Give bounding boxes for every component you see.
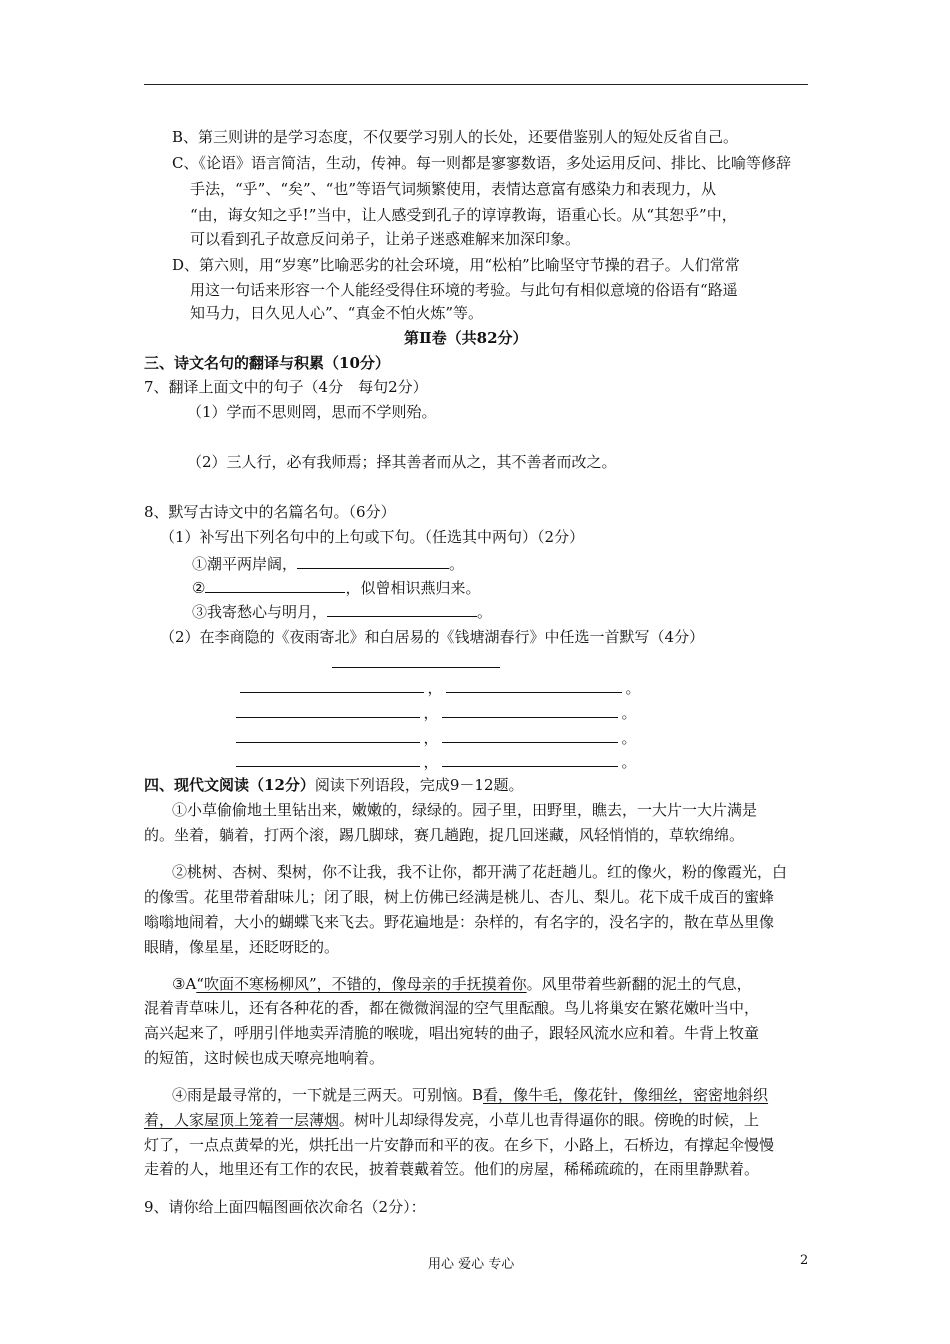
paragraph-line: 着，人家屋顶上笼着一层薄烟。树叶儿却绿得发亮，小草儿也青得逼你的眼。傍晚的时候，上 [144,1111,760,1129]
paragraph-line: 混着青草味儿，还有各种花的香，都在微微润湿的空气里酝酿。鸟儿将巢安在繁花嫩叶当中， [144,999,760,1017]
answer-blank[interactable] [442,703,618,718]
footer-motto: 用心 爱心 专心 [428,1257,515,1272]
q8-1b: ② ，似曾相识燕归来。 [192,579,481,597]
answer-blank[interactable] [236,703,420,718]
poem-line: ， 。 [240,678,644,698]
paragraph-line: 的短笛，这时候也成天嘹亮地响着。 [144,1049,385,1067]
q7: 7、翻译上面文中的句子（4分 每句2分） [144,378,428,396]
section4-heading: 四、现代文阅读（12分） [144,776,315,794]
answer-blank[interactable] [446,678,622,693]
q8-2: （2）在李商隐的《夜雨寄北》和白居易的《钱塘湖春行》中任选一首默写（4分） [160,628,705,646]
paragraph-line: 的像雪。花里带着甜味儿；闭了眼，树上仿佛已经满是桃儿、杏儿、梨儿。花下成千成百的蜜蜂 [144,888,775,906]
answer-blank[interactable] [205,578,345,593]
underlined-sentence-a: “吹面不寒杨柳风”，不错的，像母亲的手抚摸着你 [196,975,527,993]
paragraph-line: 高兴起来了，呼朋引伴地卖弄清脆的喉咙，唱出宛转的曲子，跟轻风流水应和着。牛背上牧童 [144,1024,760,1042]
section4-intro: 阅读下列语段，完成9－12题。 [314,776,524,794]
poem-line: ， 。 [236,703,640,723]
answer-blank[interactable] [442,752,618,767]
answer-blank[interactable] [240,678,424,693]
section4-heading-line [144,775,524,795]
header-rule [144,84,808,85]
choice-b: B、第三则讲的是学习态度，不仅要学习别人的长处，还要借鉴别人的短处反省自己。 [172,128,739,146]
paragraph-line: 灯了，一点点黄晕的光，烘托出一片安静而和平的夜。在乡下，小路上，石桥边，有撑起伞慢慢 [144,1136,775,1154]
poem-title-blank[interactable] [332,653,500,668]
poem-line: ， 。 [236,752,640,772]
paragraph-line: 嗡嗡地闹着，大小的蝴蝶飞来飞去。野花遍地是：杂样的，有名字的，没名字的，散在草丛里像 [144,913,775,931]
answer-blank[interactable] [327,602,477,617]
underlined-sentence-b-cont: 着，人家屋顶上笼着一层薄烟 [144,1111,340,1129]
q9: 9、请你给上面四幅图画依次命名（2分）： [144,1198,426,1216]
answer-blank[interactable] [442,728,618,743]
section3-heading: 三、诗文名句的翻译与积累（10分） [144,354,390,372]
q7-1: （1）学而不思则罔，思而不学则殆。 [187,403,437,421]
choice-c-line: C、《论语》语言简洁，生动，传神。每一则都是寥寥数语，多处运用反问、排比、比喻等修辞 [172,154,791,172]
q8-1: （1）补写出下列名句中的上句或下句。（任选其中两句）（2分） [160,528,585,546]
paragraph-line: ②桃树、杏树、梨树，你不让我，我不让你，都开满了花赶趟儿。红的像火，粉的像霞光，白 [172,863,788,881]
paragraph-line: 眼睛，像星星，还眨呀眨的。 [144,938,340,956]
answer-blank[interactable] [236,752,420,767]
choice-c-line: 可以看到孔子故意反问弟子，让弟子迷惑难解来加深印象。 [190,230,581,248]
q7-2: （2）三人行，必有我师焉；择其善者而从之，其不善者而改之。 [187,453,617,471]
poem-line: ， 。 [236,728,640,748]
answer-blank[interactable] [236,728,420,743]
q8: 8、默写古诗文中的名篇名句。（6分） [144,503,396,521]
volume-title: 第Ⅱ卷（共82分） [404,329,528,347]
answer-blank[interactable] [297,554,449,569]
q8-1a: ①潮平两岸阔， 。 [192,555,465,573]
paragraph-line: ③A“吹面不寒杨柳风”，不错的，像母亲的手抚摸着你。风里带着些新翻的泥土的气息， [172,975,752,993]
choice-d-line: D、第六则，用“岁寒”比喻恶劣的社会环境，用“松柏”比喻坚守节操的君子。人们常常 [172,256,740,274]
choice-c-line: “由，诲女知之乎!”当中，让人感受到孔子的谆谆教诲，语重心长。从“其恕乎”中， [190,206,737,224]
paragraph-line: ①小草偷偷地土里钻出来，嫩嫩的，绿绿的。园子里，田野里，瞧去，一大片一大片满是 [172,801,758,819]
paragraph-line: 的。坐着，躺着，打两个滚，踢几脚球，赛几趟跑，捉几回迷藏，风轻悄悄的，草软绵绵。 [144,826,745,844]
choice-d-line: 知马力，日久见人心”、“真金不怕火炼”等。 [190,304,484,322]
page-number: 2 [800,1253,809,1268]
choice-c-line: 手法，“乎”、“矣”、“也”等语气词频繁使用，表情达意富有感染力和表现力，从 [190,180,717,198]
underlined-sentence-b: 看，像牛毛，像花针，像细丝，密密地斜织 [483,1086,769,1104]
paragraph-line: 走着的人，地里还有工作的农民，披着蓑戴着笠。他们的房屋，稀稀疏疏的，在雨里静默着。 [144,1160,760,1178]
paragraph-line: ④雨是最寻常的，一下就是三两天。可别恼。B看，像牛毛，像花针，像细丝，密密地斜织 [172,1086,769,1104]
choice-d-line: 用这一句话来形容一个人能经受得住环境的考验。与此句有相似意境的俗语有“路遥 [190,281,738,299]
q8-1c: ③我寄愁心与明月， 。 [192,603,493,621]
